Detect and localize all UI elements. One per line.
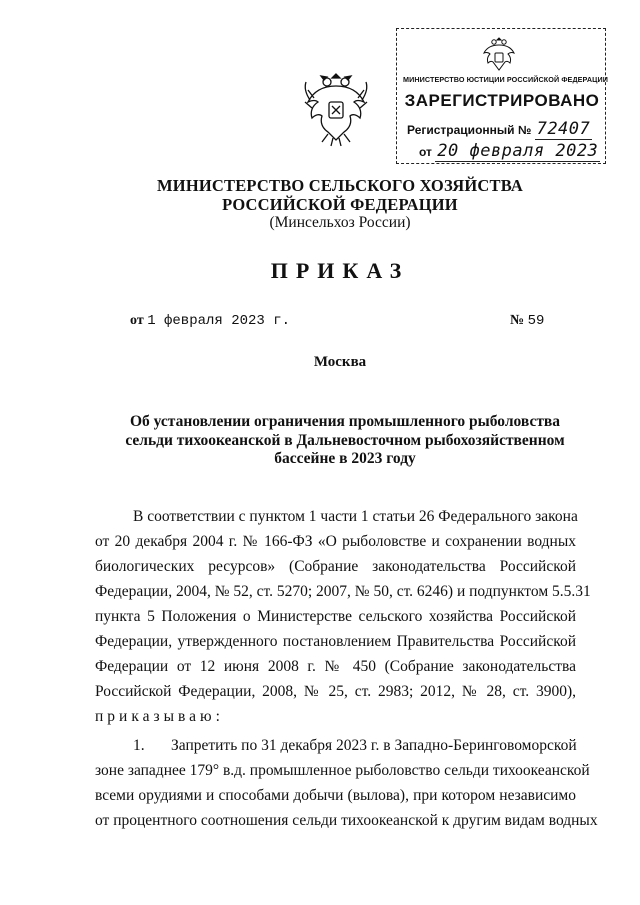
- body-line: от процентного соотношения сельди тихоокеанской к другим видам водных: [95, 812, 598, 829]
- ministry-title-line1: МИНИСТЕРСТВО СЕЛЬСКОГО ХОЗЯЙСТВА: [157, 176, 523, 195]
- ministry-title: [100, 176, 580, 214]
- subject-line3: бассейне в 2023 году: [274, 450, 416, 467]
- registration-stamp: [396, 28, 606, 164]
- item-1-text: Запретить по 31 декабря 2023 г. в Западно-Беринговоморской: [171, 737, 577, 754]
- coat-of-arms-emblem: [300, 68, 372, 148]
- subject-line2: сельди тихоокеанской в Дальневосточном рыбохозяйственном: [125, 431, 565, 449]
- order-word: приказываю:: [95, 708, 224, 725]
- stamp-registration-line: [407, 119, 603, 139]
- order-number: [510, 313, 544, 329]
- order-number-prefix: №: [510, 313, 525, 328]
- stamp-date-prefix: от: [419, 145, 432, 159]
- order-date: [130, 313, 290, 329]
- stamp-date-value: 20 февраля 2023: [437, 141, 599, 161]
- stamp-emblem-icon: [481, 35, 517, 73]
- ministry-title-line2: РОССИЙСКОЙ ФЕДЕРАЦИИ: [222, 195, 458, 214]
- item-1-number: 1.: [133, 737, 145, 754]
- item-1-first-line: [133, 737, 576, 755]
- subject-line1: Об установлении ограничения промышленного рыболовства: [129, 413, 561, 430]
- stamp-reg-number: 72407: [536, 119, 591, 139]
- order-number-value: 59: [527, 313, 545, 329]
- order-title: ПРИКАЗ: [270, 258, 410, 283]
- order-date-prefix: от: [130, 313, 144, 328]
- body-line: всеми орудиями и способами добычи (вылова), при котором независимо: [95, 787, 576, 804]
- ministry-short-name: (Минсельхоз России): [269, 214, 411, 231]
- body-line: В соответствии с пунктом 1 части 1 статьи 26 Федерального закона: [133, 508, 578, 525]
- body-line: пункта 5 Положения о Министерстве сельского хозяйства Российской: [95, 608, 576, 625]
- body-line: зоне западнее 179° в.д. промышленное рыболовство сельди тихоокеанской: [95, 762, 590, 779]
- body-line: Российской Федерации, 2008, № 25, ст. 2983; 2012, № 28, ст. 3900),: [95, 683, 576, 700]
- body-line: биологических ресурсов» (Собрание законодательства Российской: [95, 558, 576, 575]
- body-line: Федерации, утвержденного постановлением Правительства Российской: [95, 633, 576, 650]
- city: Москва: [313, 354, 367, 370]
- stamp-reg-label: Регистрационный №: [407, 123, 532, 137]
- stamp-ministry-text: МИНИСТЕРСТВО ЮСТИЦИИ РОССИЙСКОЙ ФЕДЕРАЦИИ: [403, 75, 608, 84]
- body-line: Федерации от 12 июня 2008 г. № 450 (Собрание законодательства: [95, 658, 576, 675]
- stamp-date-line: [419, 141, 603, 161]
- order-date-value: 1 февраля 2023 г.: [147, 313, 291, 329]
- body-line: Федерации, 2004, № 52, ст. 5270; 2007, № 50, ст. 6246) и подпунктом 5.5.31: [95, 583, 591, 600]
- stamp-registered-text: ЗАРЕГИСТРИРОВАНО: [404, 91, 600, 110]
- body-line: от 20 декабря 2004 г. № 166-ФЗ «О рыболовстве и сохранении водных: [95, 533, 576, 550]
- order-subject: [110, 413, 580, 469]
